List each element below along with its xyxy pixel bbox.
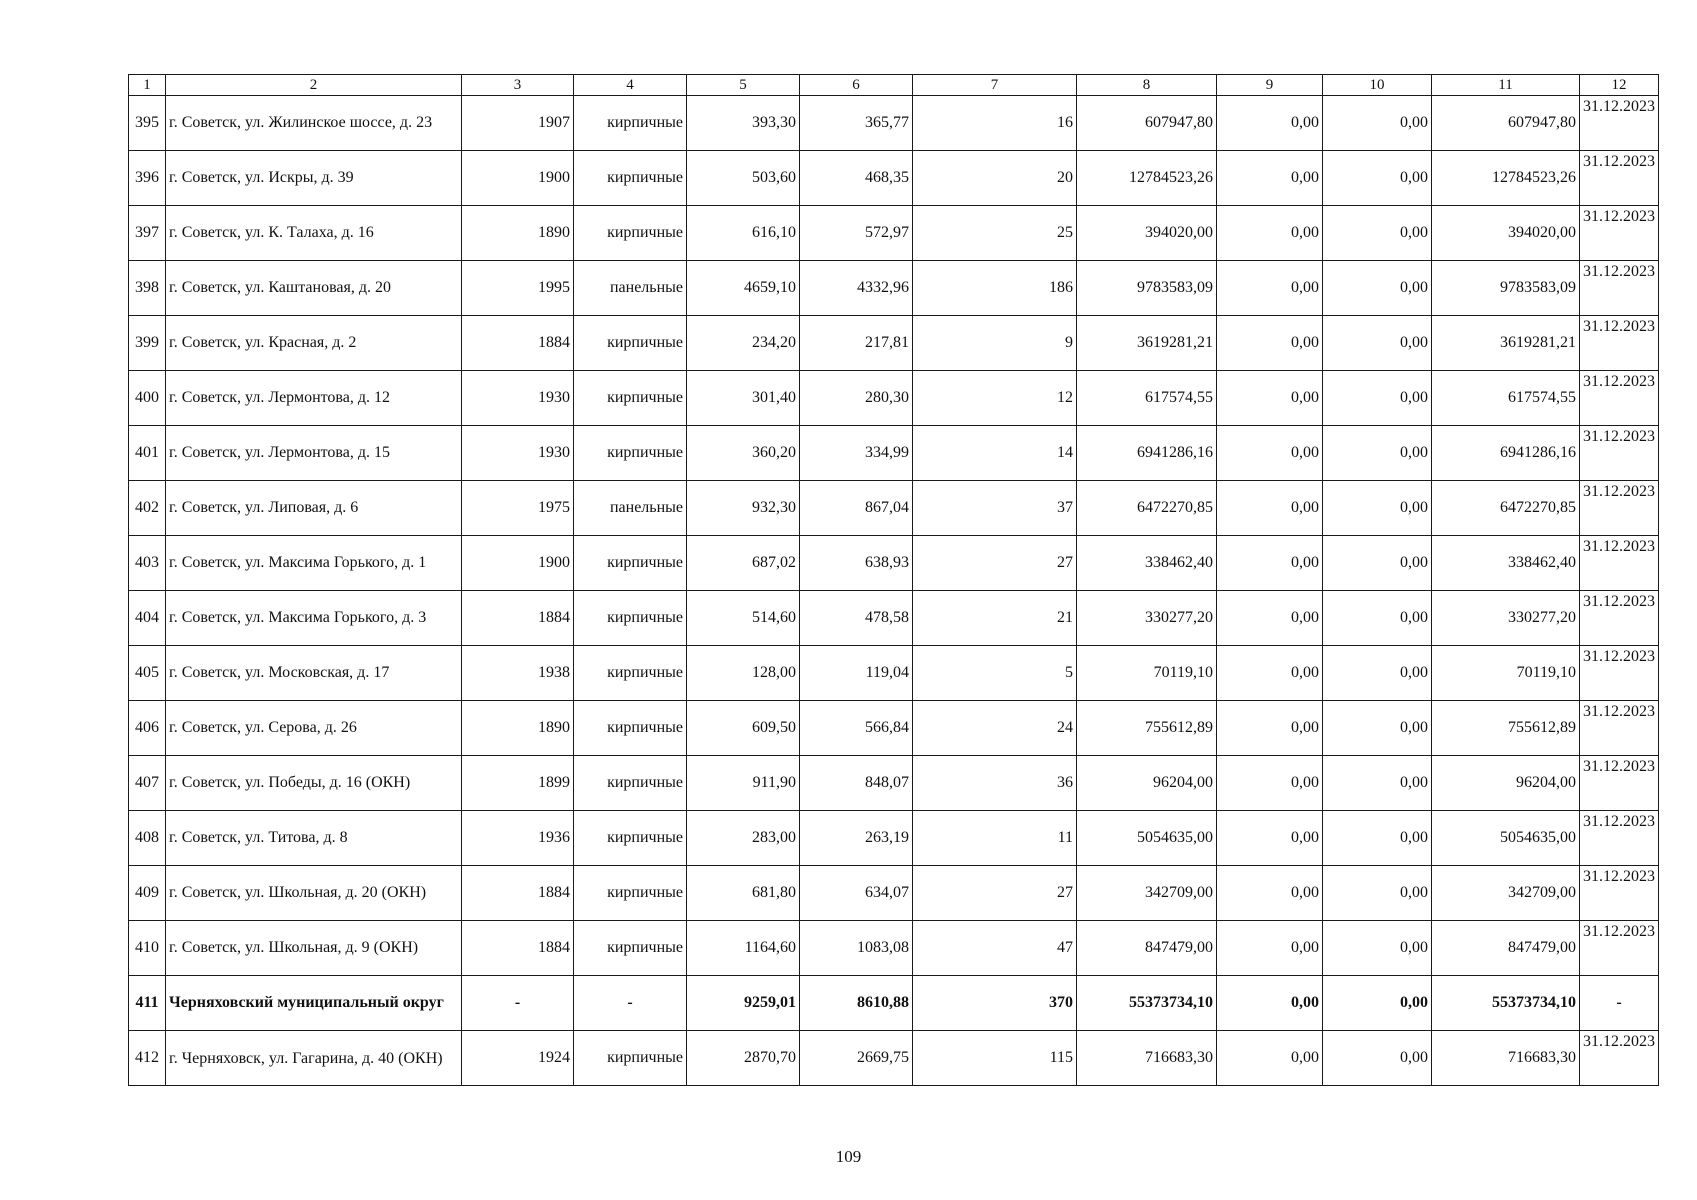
cell-area-total: 9259,01 [687,976,800,1031]
cell-deadline [1580,591,1659,646]
cell-area-total: 911,90 [687,756,800,811]
cell-deadline [1580,371,1659,426]
cell-cost-other: 0,00 [1323,206,1432,261]
cell-cost-other: 0,00 [1323,811,1432,866]
cell-cost-other: 0,00 [1323,371,1432,426]
cell-year-built: 1899 [462,756,574,811]
cell-cost-fund: 0,00 [1217,536,1323,591]
cell-area-living: 365,77 [800,96,913,151]
cell-area-living: 634,07 [800,866,913,921]
cell-deadline-text: 31.12.2023 [1583,1033,1655,1050]
cell-area-living: 478,58 [800,591,913,646]
cell-cost-total: 607947,80 [1077,96,1217,151]
cell-year-built: 1924 [462,1031,574,1086]
cell-cost-total: 9783583,09 [1077,261,1217,316]
cell-cost-total: 617574,55 [1077,371,1217,426]
cell-area-total: 514,60 [687,591,800,646]
cell-area-living: 119,04 [800,646,913,701]
cell-address: г. Советск, ул. Красная, д. 2 [166,316,462,371]
cell-row-number: 409 [129,866,166,921]
cell-year-built: 1900 [462,151,574,206]
cell-cost-fund: 0,00 [1217,426,1323,481]
cell-area-total: 1164,60 [687,921,800,976]
cell-cost-other: 0,00 [1323,866,1432,921]
cell-deadline-text: 31.12.2023 [1583,318,1655,335]
cell-cost-sum: 6472270,85 [1432,481,1580,536]
cell-area-total: 128,00 [687,646,800,701]
cell-year-built: 1900 [462,536,574,591]
cell-deadline [1580,261,1659,316]
column-header-1: 1 [129,75,166,96]
cell-cost-sum: 5054635,00 [1432,811,1580,866]
cell-year-built: 1938 [462,646,574,701]
cell-deadline-text: 31.12.2023 [1583,98,1655,115]
cell-area-total: 616,10 [687,206,800,261]
cell-row-number: 399 [129,316,166,371]
cell-wall-material: - [574,976,687,1031]
cell-cost-total: 12784523,26 [1077,151,1217,206]
table-row [129,591,1659,646]
cell-area-total: 609,50 [687,701,800,756]
column-header-4: 4 [574,75,687,96]
cell-cost-fund: 0,00 [1217,1031,1323,1086]
cell-cost-total: 3619281,21 [1077,316,1217,371]
cell-address: г. Советск, ул. Московская, д. 17 [166,646,462,701]
cell-cost-fund: 0,00 [1217,96,1323,151]
table-row [129,481,1659,536]
cell-wall-material: кирпичные [574,151,687,206]
cell-deadline-text: 31.12.2023 [1583,813,1655,830]
cell-cost-total: 55373734,10 [1077,976,1217,1031]
cell-wall-material: кирпичные [574,756,687,811]
page-number: 109 [835,1147,862,1166]
cell-cost-fund: 0,00 [1217,481,1323,536]
cell-deadline [1580,316,1659,371]
table-row [129,371,1659,426]
cell-cost-sum: 3619281,21 [1432,316,1580,371]
cell-cost-fund: 0,00 [1217,921,1323,976]
cell-wall-material: панельные [574,481,687,536]
cell-cost-total: 6472270,85 [1077,481,1217,536]
cell-residents: 27 [913,536,1077,591]
cell-residents: 25 [913,206,1077,261]
column-header-3: 3 [462,75,574,96]
cell-cost-fund: 0,00 [1217,151,1323,206]
cell-row-number: 406 [129,701,166,756]
cell-cost-total: 342709,00 [1077,866,1217,921]
cell-cost-sum: 9783583,09 [1432,261,1580,316]
cell-cost-fund: 0,00 [1217,646,1323,701]
column-header-10: 10 [1323,75,1432,96]
cell-residents: 36 [913,756,1077,811]
table-row [129,701,1659,756]
cell-cost-sum: 617574,55 [1432,371,1580,426]
cell-area-total: 2870,70 [687,1031,800,1086]
table-row [129,811,1659,866]
cell-area-total: 503,60 [687,151,800,206]
cell-deadline-text: 31.12.2023 [1583,648,1655,665]
cell-area-living: 334,99 [800,426,913,481]
cell-deadline-text: 31.12.2023 [1583,703,1655,720]
cell-cost-fund: 0,00 [1217,811,1323,866]
cell-wall-material: кирпичные [574,866,687,921]
table-row [129,151,1659,206]
cell-area-living: 2669,75 [800,1031,913,1086]
cell-address: г. Советск, ул. Серова, д. 26 [166,701,462,756]
cell-residents: 27 [913,866,1077,921]
cell-wall-material: кирпичные [574,591,687,646]
cell-row-number: 407 [129,756,166,811]
cell-residents: 21 [913,591,1077,646]
cell-cost-other: 0,00 [1323,1031,1432,1086]
cell-cost-other: 0,00 [1323,96,1432,151]
cell-area-living: 1083,08 [800,921,913,976]
cell-area-living: 867,04 [800,481,913,536]
cell-cost-other: 0,00 [1323,646,1432,701]
cell-cost-fund: 0,00 [1217,206,1323,261]
cell-wall-material: кирпичные [574,646,687,701]
column-header-8: 8 [1077,75,1217,96]
cell-cost-fund: 0,00 [1217,756,1323,811]
cell-deadline [1580,426,1659,481]
column-header-2: 2 [166,75,462,96]
cell-deadline-text: 31.12.2023 [1583,868,1655,885]
cell-area-total: 687,02 [687,536,800,591]
cell-row-number: 400 [129,371,166,426]
cell-year-built: 1936 [462,811,574,866]
cell-year-built: 1930 [462,371,574,426]
cell-address: г. Советск, ул. К. Талаха, д. 16 [166,206,462,261]
cell-year-built: 1995 [462,261,574,316]
cell-cost-total: 394020,00 [1077,206,1217,261]
cell-wall-material: кирпичные [574,921,687,976]
cell-cost-total: 96204,00 [1077,756,1217,811]
cell-cost-fund: 0,00 [1217,371,1323,426]
document-page [128,74,1658,1086]
column-header-11: 11 [1432,75,1580,96]
cell-area-living: 4332,96 [800,261,913,316]
cell-area-total: 681,80 [687,866,800,921]
column-header-12: 12 [1580,75,1659,96]
cell-area-living: 280,30 [800,371,913,426]
cell-deadline [1580,536,1659,591]
cell-cost-sum: 607947,80 [1432,96,1580,151]
cell-cost-other: 0,00 [1323,536,1432,591]
cell-cost-fund: 0,00 [1217,591,1323,646]
cell-year-built: 1884 [462,316,574,371]
cell-address: г. Советск, ул. Лермонтова, д. 15 [166,426,462,481]
cell-cost-fund: 0,00 [1217,701,1323,756]
cell-address: г. Советск, ул. Максима Горького, д. 1 [166,536,462,591]
cell-deadline-text: 31.12.2023 [1583,208,1655,225]
cell-cost-fund: 0,00 [1217,316,1323,371]
cell-row-number: 404 [129,591,166,646]
cell-cost-total: 847479,00 [1077,921,1217,976]
cell-deadline-text: 31.12.2023 [1583,153,1655,170]
cell-cost-other: 0,00 [1323,756,1432,811]
cell-address: г. Советск, ул. Липовая, д. 6 [166,481,462,536]
cell-year-built: 1907 [462,96,574,151]
table-row [129,261,1659,316]
cell-address: г. Советск, ул. Жилинское шоссе, д. 23 [166,96,462,151]
cell-cost-sum: 330277,20 [1432,591,1580,646]
cell-year-built: 1975 [462,481,574,536]
cell-cost-sum: 716683,30 [1432,1031,1580,1086]
cell-deadline [1580,866,1659,921]
cell-cost-other: 0,00 [1323,316,1432,371]
column-header-5: 5 [687,75,800,96]
cell-row-number: 410 [129,921,166,976]
cell-row-number: 403 [129,536,166,591]
cell-cost-total: 70119,10 [1077,646,1217,701]
column-header-7: 7 [913,75,1077,96]
cell-row-number: 396 [129,151,166,206]
cell-address: г. Советск, ул. Лермонтова, д. 12 [166,371,462,426]
cell-residents: 16 [913,96,1077,151]
cell-wall-material: кирпичные [574,1031,687,1086]
cell-deadline [1580,756,1659,811]
cell-deadline-text: 31.12.2023 [1583,593,1655,610]
cell-deadline [1580,96,1659,151]
cell-deadline [1580,481,1659,536]
cell-deadline-text: 31.12.2023 [1583,923,1655,940]
cell-residents: 12 [913,371,1077,426]
cell-area-living: 638,93 [800,536,913,591]
cell-year-built: 1930 [462,426,574,481]
cell-wall-material: кирпичные [574,371,687,426]
cell-address: г. Советск, ул. Максима Горького, д. 3 [166,591,462,646]
cell-address: г. Советск, ул. Титова, д. 8 [166,811,462,866]
table-row [129,976,1659,1031]
table-header [129,75,1659,96]
cell-deadline [1580,151,1659,206]
cell-cost-fund: 0,00 [1217,976,1323,1031]
cell-residents: 47 [913,921,1077,976]
cell-cost-sum: 6941286,16 [1432,426,1580,481]
cell-row-number: 395 [129,96,166,151]
cell-cost-sum: 755612,89 [1432,701,1580,756]
cell-deadline [1580,811,1659,866]
cell-year-built: - [462,976,574,1031]
cell-deadline-text: 31.12.2023 [1583,428,1655,445]
cell-deadline-text: 31.12.2023 [1583,373,1655,390]
cell-residents: 370 [913,976,1077,1031]
cell-wall-material: кирпичные [574,536,687,591]
cell-row-number: 411 [129,976,166,1031]
cell-area-living: 263,19 [800,811,913,866]
table-row [129,536,1659,591]
cell-area-total: 301,40 [687,371,800,426]
cell-area-total: 4659,10 [687,261,800,316]
cell-year-built: 1884 [462,591,574,646]
cell-area-total: 932,30 [687,481,800,536]
cell-row-number: 412 [129,1031,166,1086]
cell-cost-sum: 55373734,10 [1432,976,1580,1031]
column-header-9: 9 [1217,75,1323,96]
cell-deadline [1580,701,1659,756]
cell-row-number: 408 [129,811,166,866]
cell-cost-total: 338462,40 [1077,536,1217,591]
cell-row-number: 401 [129,426,166,481]
header-row [129,75,1659,96]
cell-cost-total: 5054635,00 [1077,811,1217,866]
cell-cost-sum: 394020,00 [1432,206,1580,261]
cell-cost-other: 0,00 [1323,151,1432,206]
cell-deadline [1580,1031,1659,1086]
cell-address: г. Советск, ул. Школьная, д. 20 (ОКН) [166,866,462,921]
cell-wall-material: кирпичные [574,701,687,756]
cell-deadline: - [1580,976,1659,1031]
table-row [129,96,1659,151]
table-row [129,866,1659,921]
cell-deadline-text: 31.12.2023 [1583,483,1655,500]
cell-deadline [1580,921,1659,976]
cell-year-built: 1890 [462,701,574,756]
table-row [129,921,1659,976]
cell-wall-material: кирпичные [574,811,687,866]
cell-year-built: 1890 [462,206,574,261]
column-header-6: 6 [800,75,913,96]
cell-cost-sum: 12784523,26 [1432,151,1580,206]
cell-cost-sum: 342709,00 [1432,866,1580,921]
cell-address: Черняховский муниципальный округ [166,976,462,1031]
cell-residents: 186 [913,261,1077,316]
cell-cost-fund: 0,00 [1217,261,1323,316]
cell-cost-other: 0,00 [1323,591,1432,646]
cell-cost-total: 716683,30 [1077,1031,1217,1086]
cell-cost-sum: 847479,00 [1432,921,1580,976]
cell-area-living: 217,81 [800,316,913,371]
cell-deadline [1580,646,1659,701]
cell-wall-material: кирпичные [574,206,687,261]
cell-area-total: 393,30 [687,96,800,151]
cell-cost-sum: 70119,10 [1432,646,1580,701]
cell-deadline-text: 31.12.2023 [1583,538,1655,555]
cell-row-number: 397 [129,206,166,261]
cell-year-built: 1884 [462,921,574,976]
cell-cost-other: 0,00 [1323,701,1432,756]
cell-deadline-text: 31.12.2023 [1583,263,1655,280]
housing-table [128,74,1659,1086]
cell-deadline [1580,206,1659,261]
cell-cost-sum: 338462,40 [1432,536,1580,591]
cell-address: г. Советск, ул. Победы, д. 16 (ОКН) [166,756,462,811]
cell-address: г. Советск, ул. Каштановая, д. 20 [166,261,462,316]
table-row [129,1031,1659,1086]
cell-wall-material: кирпичные [574,316,687,371]
table-row [129,206,1659,261]
cell-residents: 37 [913,481,1077,536]
cell-address: г. Черняховск, ул. Гагарина, д. 40 (ОКН) [166,1031,462,1086]
table-body [129,96,1659,1086]
cell-cost-other: 0,00 [1323,976,1432,1031]
cell-area-living: 572,97 [800,206,913,261]
cell-wall-material: кирпичные [574,96,687,151]
cell-area-total: 283,00 [687,811,800,866]
cell-area-living: 8610,88 [800,976,913,1031]
table-row [129,426,1659,481]
cell-cost-sum: 96204,00 [1432,756,1580,811]
cell-residents: 20 [913,151,1077,206]
cell-address: г. Советск, ул. Искры, д. 39 [166,151,462,206]
cell-deadline-text: 31.12.2023 [1583,758,1655,775]
cell-cost-total: 755612,89 [1077,701,1217,756]
table-row [129,646,1659,701]
cell-residents: 24 [913,701,1077,756]
cell-residents: 14 [913,426,1077,481]
cell-cost-other: 0,00 [1323,921,1432,976]
table-row [129,756,1659,811]
cell-cost-total: 330277,20 [1077,591,1217,646]
cell-cost-fund: 0,00 [1217,866,1323,921]
cell-residents: 115 [913,1031,1077,1086]
cell-row-number: 405 [129,646,166,701]
cell-cost-other: 0,00 [1323,261,1432,316]
cell-area-living: 566,84 [800,701,913,756]
cell-residents: 11 [913,811,1077,866]
cell-area-living: 848,07 [800,756,913,811]
cell-cost-other: 0,00 [1323,426,1432,481]
cell-row-number: 398 [129,261,166,316]
cell-area-living: 468,35 [800,151,913,206]
cell-wall-material: панельные [574,261,687,316]
cell-residents: 9 [913,316,1077,371]
cell-area-total: 234,20 [687,316,800,371]
cell-wall-material: кирпичные [574,426,687,481]
table-row [129,316,1659,371]
cell-area-total: 360,20 [687,426,800,481]
cell-row-number: 402 [129,481,166,536]
cell-residents: 5 [913,646,1077,701]
cell-cost-other: 0,00 [1323,481,1432,536]
cell-year-built: 1884 [462,866,574,921]
cell-cost-total: 6941286,16 [1077,426,1217,481]
cell-address: г. Советск, ул. Школьная, д. 9 (ОКН) [166,921,462,976]
